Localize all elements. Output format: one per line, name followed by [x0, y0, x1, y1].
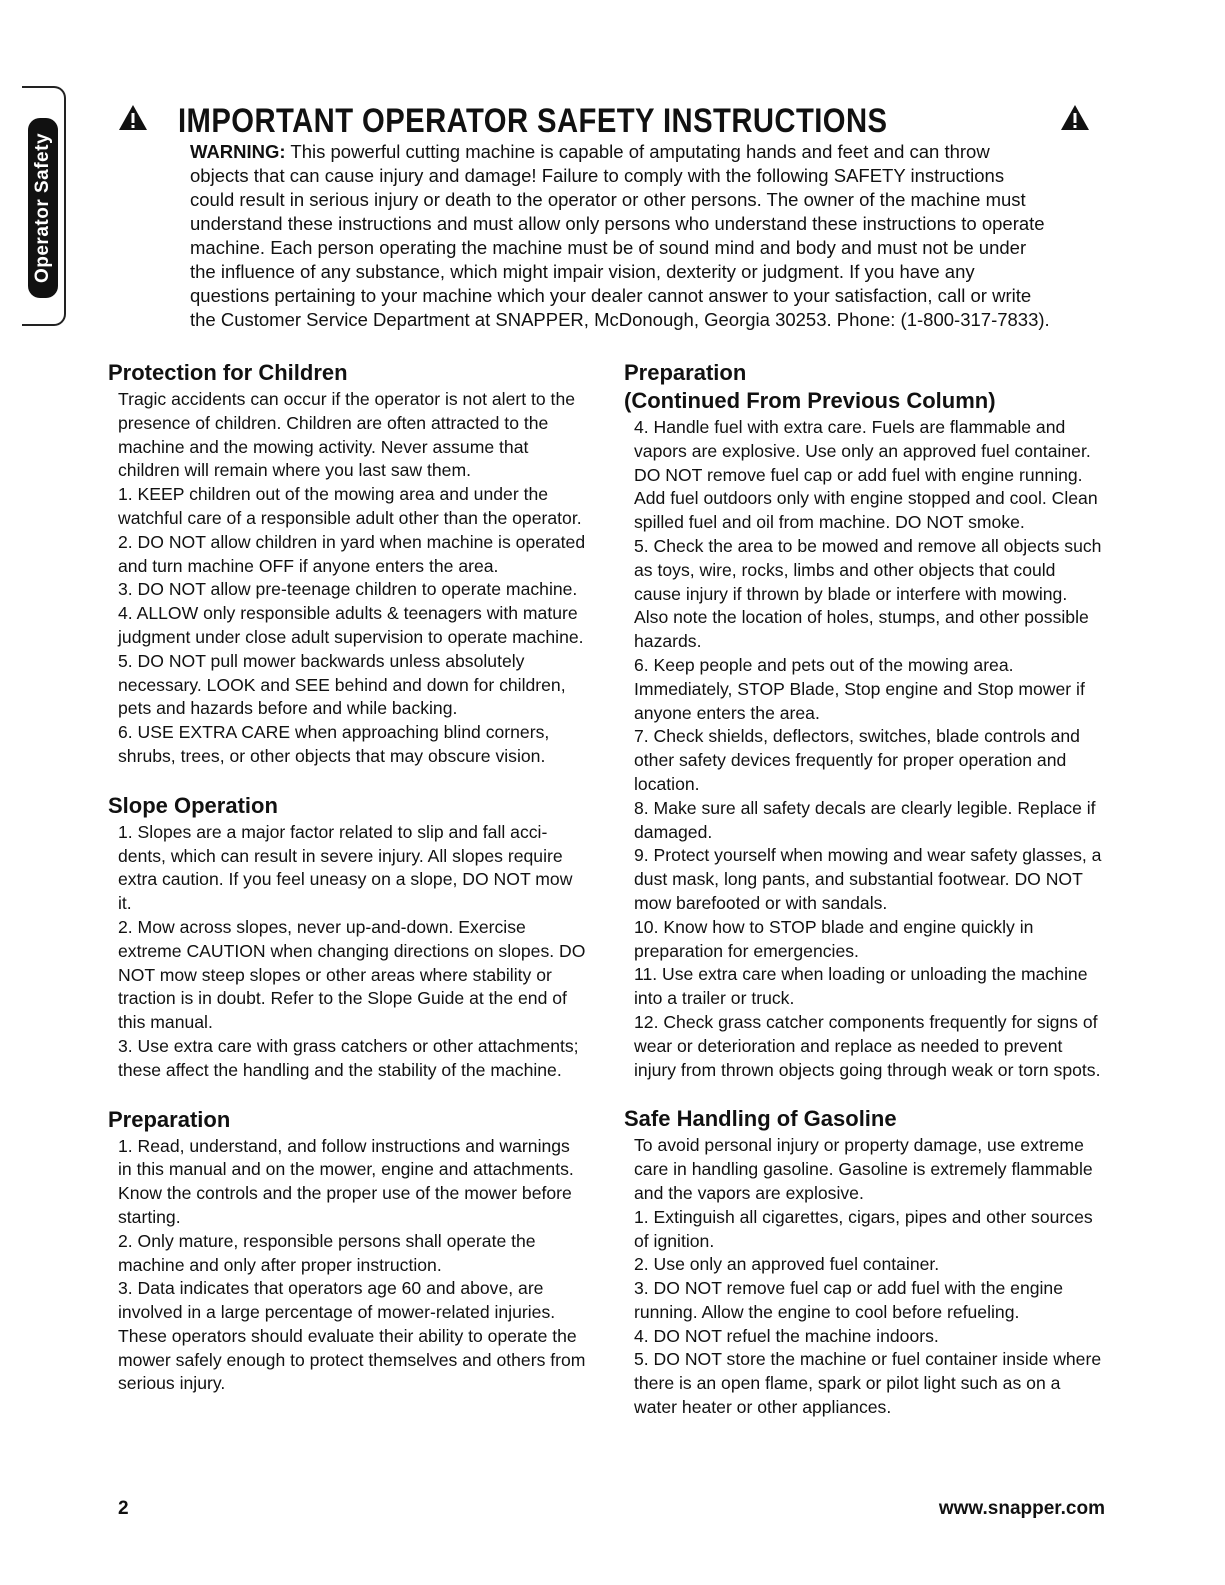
paragraph: 2. DO NOT allow children in yard when machine is operated and turn machine OFF if anyone enters the area.	[118, 531, 586, 576]
paragraph: 6. USE EXTRA CARE when approaching blind corners, shrubs, trees, or other objects that may obscure vision.	[118, 722, 550, 766]
side-tab	[22, 86, 66, 326]
paragraph: 3. Data indicates that operators age 60 and above, are involved in a large percentage of mower-related injuries. These operators should evaluate their ability to operate the mower safely enough to protect themselves and others from serious injury.	[118, 1278, 586, 1394]
warning-triangle-icon	[118, 104, 148, 131]
side-tab-badge	[28, 118, 58, 298]
paragraph: 4. DO NOT refuel the machine indoors.	[634, 1325, 939, 1346]
paragraph: 2. Use only an approved fuel container.	[634, 1254, 940, 1275]
section-heading: Preparation	[624, 360, 747, 385]
paragraph: 5. DO NOT pull mower backwards unless absolutely necessary. LOOK and SEE behind and down for children, pets and hazards before and while backing.	[118, 650, 566, 719]
section-body	[634, 416, 1104, 1082]
section-body	[118, 821, 588, 1083]
section-subheading: (Continued From Previous Column)	[624, 388, 996, 413]
paragraph: 12. Check grass catcher components frequently for signs of wear or deterioration and replace as needed to prevent injury from thrown objects going through weak or torn spots.	[634, 1011, 1101, 1080]
warning-label: WARNING:	[190, 141, 286, 162]
paragraph: 4. Handle fuel with extra care. Fuels are flammable and vapors are explosive. Use only an approved fuel container. DO NOT remove fuel cap or add fuel with engine running. Add fuel outdoors only with engine stopped and cool. Clean spilled fuel and oil from machine. DO NOT smoke.	[634, 417, 1098, 533]
right-column	[624, 360, 1104, 1420]
paragraph: 1. KEEP children out of the mowing area and under the watchful care of a responsible adult other than the operator.	[118, 484, 582, 528]
paragraph: 3. Use extra care with grass catchers or other attachments; these affect the handling and the stability of the machine.	[118, 1035, 579, 1080]
paragraph: 1. Extinguish all cigarettes, cigars, pipes and other sources of ignition.	[634, 1206, 1093, 1251]
section-heading: Safe Handling of Gasoline	[624, 1106, 897, 1132]
paragraph: 2. Mow across slopes, never up-and-down. Exercise extreme CAUTION when changing directions on slopes. DO NOT mow steep slopes or other areas where stability or traction is in doubt. Refer to the Slope Guide at the end of this manual.	[118, 916, 586, 1033]
paragraph: 5. DO NOT store the machine or fuel container inside where there is an open flame, spark or pilot light such as on a water heater or other appliances.	[634, 1349, 1102, 1418]
paragraph: 3. DO NOT remove fuel cap or add fuel with the engine running. Allow the engine to cool before refueling.	[634, 1278, 1063, 1322]
paragraph: To avoid personal injury or property damage, use extreme care in handling gasoline. Gasoline is extremely flammable and the vapors are explosive.	[634, 1135, 1093, 1203]
paragraph: 8. Make sure all safety decals are clearly legible. Replace if damaged.	[634, 797, 1096, 842]
website-url: www.snapper.com	[938, 1498, 1105, 1519]
paragraph: Tragic accidents can occur if the operator is not alert to the presence of children. Children are often attracted to the machine and the mowing activity. Never assume that children will remain where you last saw them.	[118, 389, 576, 481]
page-title: IMPORTANT OPERATOR SAFETY INSTRUCTIONS	[178, 102, 888, 140]
paragraph: 1. Read, understand, and follow instructions and warnings in this manual and on the mower, engine and attachments. Know the controls and the proper use of the mower before starting.	[118, 1135, 574, 1227]
section-body	[118, 1135, 588, 1397]
section-heading: Preparation	[108, 1106, 231, 1132]
section-protection-for-children	[108, 360, 588, 769]
paragraph: 4. ALLOW only responsible adults & teenagers with mature judgment under close adult supervision to operate machine.	[118, 603, 584, 647]
warning-paragraph	[190, 140, 1050, 332]
warning-text: This powerful cutting machine is capable of amputating hands and feet and can throw objects that can cause injury and damage! Failure to comply with the following SAFETY instructions could result in serious injury or death to the operator or other persons. The owner of the machine must understand these instructions and must allow only persons who understand these instructions to operate machine. Each person operating the machine must be of sound mind and body and must not be under the influence of any substance, which might impair vision, dexterity or judgment. If you have any questions pertaining to your machine which your dealer cannot answer to your satisfaction, call or write the Customer Service Department at SNAPPER, McDonough, Georgia 30253. Phone: (1-800-317-7833).	[190, 141, 1050, 330]
paragraph: 5. Check the area to be mowed and remove all objects such as toys, wire, rocks, limbs and other objects that could cause injury if thrown by blade or interfere with mowing. Also note the location of holes, stumps, and other possible hazards.	[634, 535, 1102, 652]
section-slope-operation	[108, 793, 588, 1083]
left-column	[108, 360, 588, 1396]
section-heading: Protection for Children	[108, 360, 348, 385]
section-safe-handling-of-gasoline	[624, 1106, 1104, 1420]
paragraph: 9. Protect yourself when mowing and wear safety glasses, a dust mask, long pants, and substantial footwear. DO NOT mow barefooted or with sandals.	[634, 845, 1102, 913]
section-body	[634, 1134, 1104, 1420]
section-heading: Slope Operation	[108, 792, 278, 818]
section-preparation-continued	[624, 360, 1104, 1082]
paragraph: 6. Keep people and pets out of the mowing area. Immediately, STOP Blade, Stop engine and Stop mower if anyone enters the area.	[634, 654, 1085, 723]
page-number: 2	[118, 1498, 129, 1519]
section-body	[118, 388, 588, 769]
warning-triangle-icon	[1060, 104, 1090, 131]
side-tab-label: Operator Safety	[32, 132, 53, 284]
paragraph: 2. Only mature, responsible persons shall operate the machine and only after proper instruction.	[118, 1230, 536, 1275]
paragraph: 7. Check shields, deflectors, switches, blade controls and other safety devices frequently for proper operation and location.	[634, 726, 1080, 794]
paragraph: 11. Use extra care when loading or unloading the machine into a trailer or truck.	[634, 964, 1088, 1009]
section-preparation	[108, 1107, 588, 1397]
paragraph: 1. Slopes are a major factor related to slip and fall acci-dents, which can result in severe injury. All slopes require extra caution. If you feel uneasy on a slope, DO NOT mow it.	[118, 821, 573, 914]
paragraph: 3. DO NOT allow pre-teenage children to operate machine.	[118, 579, 578, 600]
paragraph: 10. Know how to STOP blade and engine quickly in preparation for emergencies.	[634, 916, 1034, 961]
